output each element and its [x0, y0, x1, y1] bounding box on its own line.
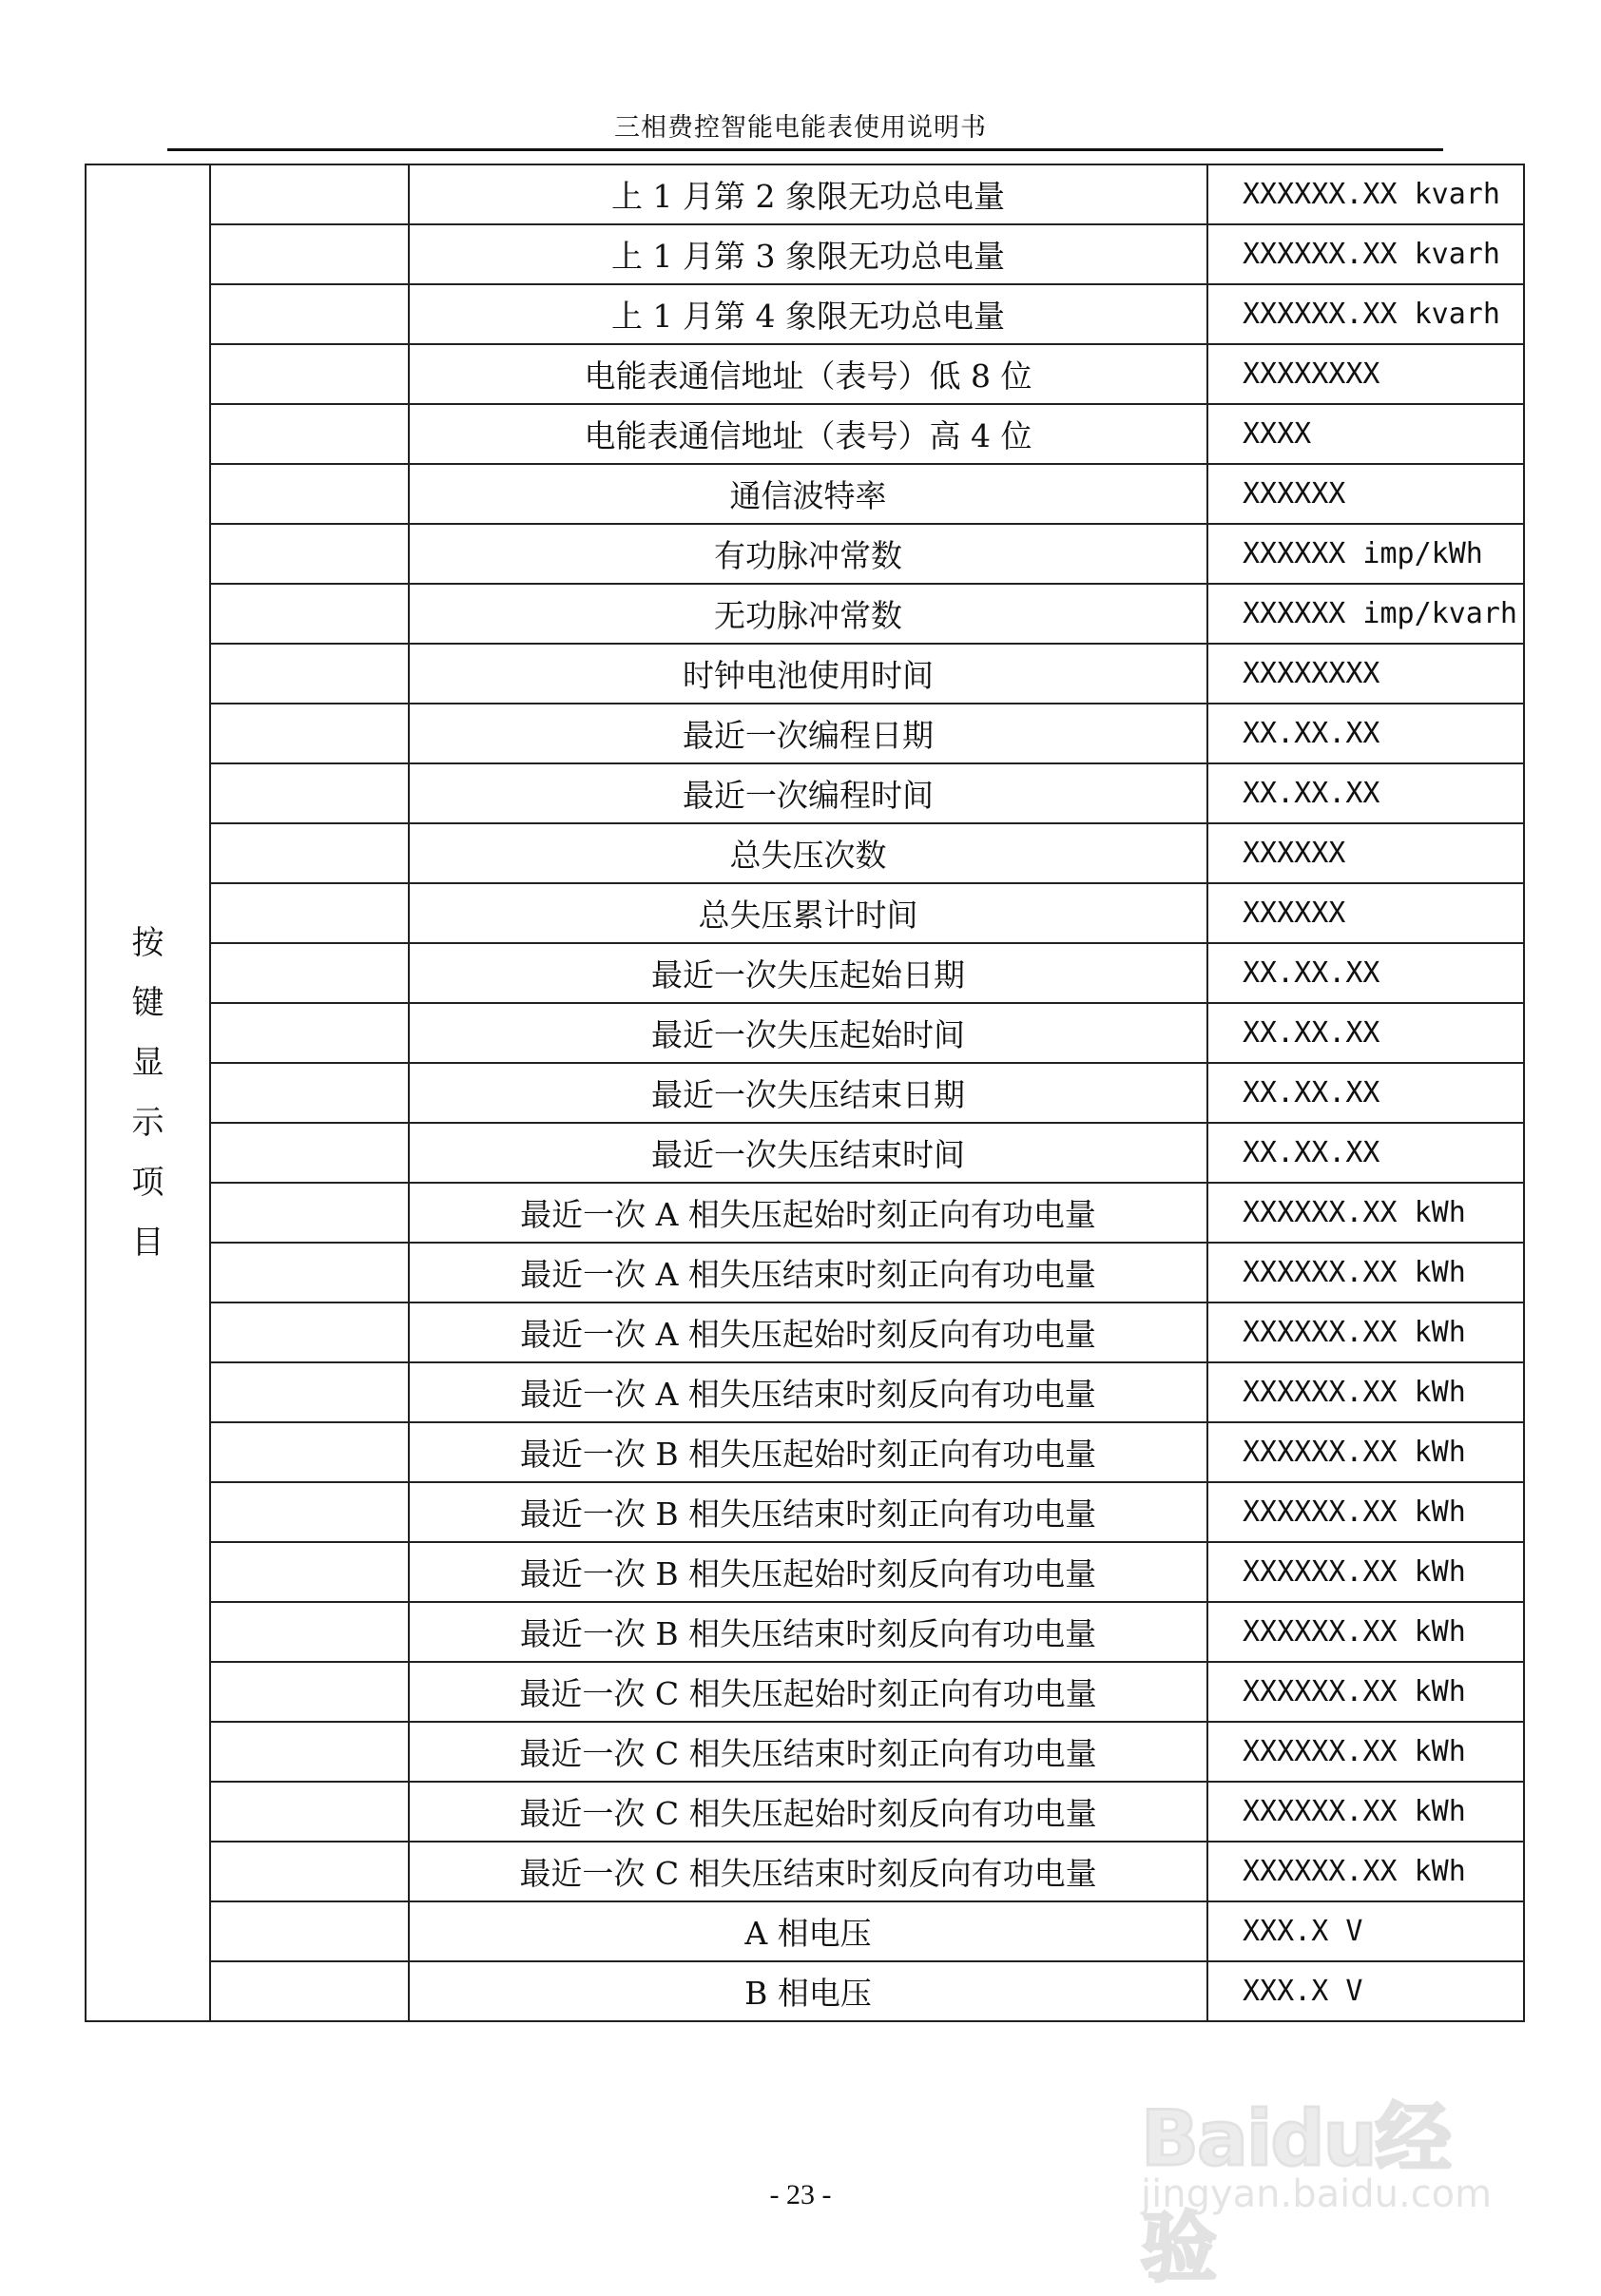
item-name-cell: 上 1 月第 4 象限无功总电量: [409, 284, 1207, 344]
item-name-cell: 最近一次 A 相失压结束时刻正向有功电量: [409, 1243, 1207, 1302]
table-row: [86, 524, 1524, 584]
item-name-cell: 最近一次失压结束时间: [409, 1123, 1207, 1183]
table-row: [86, 823, 1524, 883]
item-name-cell: 最近一次 A 相失压起始时刻反向有功电量: [409, 1302, 1207, 1362]
blank-cell: [210, 1243, 409, 1302]
item-format-cell: XX.XX.XX: [1207, 1123, 1524, 1183]
item-name-cell: 最近一次 C 相失压结束时刻反向有功电量: [409, 1842, 1207, 1901]
blank-cell: [210, 1183, 409, 1243]
item-name-cell: 时钟电池使用时间: [409, 644, 1207, 704]
item-format-cell: XXXXXX.XX kWh: [1207, 1422, 1524, 1482]
item-format-cell: XXXXXX.XX kWh: [1207, 1842, 1524, 1901]
table-row: [86, 404, 1524, 464]
item-name-cell: 有功脉冲常数: [409, 524, 1207, 584]
table-row: [86, 1722, 1524, 1782]
item-format-cell: XXXXXX.XX kWh: [1207, 1542, 1524, 1602]
display-items-table: [85, 164, 1525, 2022]
blank-cell: [210, 644, 409, 704]
item-name-cell: 最近一次 B 相失压起始时刻正向有功电量: [409, 1422, 1207, 1482]
blank-cell: [210, 1302, 409, 1362]
item-name-cell: 最近一次失压起始时间: [409, 1003, 1207, 1063]
table-row: [86, 344, 1524, 404]
blank-cell: [210, 943, 409, 1003]
category-char: 键: [131, 983, 164, 1022]
item-format-cell: XXXX: [1207, 404, 1524, 464]
item-name-cell: 上 1 月第 2 象限无功总电量: [409, 164, 1207, 224]
item-name-cell: 总失压次数: [409, 823, 1207, 883]
blank-cell: [210, 1842, 409, 1901]
table-body: [86, 164, 1524, 2021]
item-name-cell: 最近一次 A 相失压起始时刻正向有功电量: [409, 1183, 1207, 1243]
table-row: [86, 1482, 1524, 1542]
item-name-cell: 最近一次 A 相失压结束时刻反向有功电量: [409, 1362, 1207, 1422]
item-format-cell: XXXXXX.XX kWh: [1207, 1183, 1524, 1243]
item-name-cell: 最近一次 C 相失压结束时刻正向有功电量: [409, 1722, 1207, 1782]
item-name-cell: 通信波特率: [409, 464, 1207, 524]
item-name-cell: 电能表通信地址（表号）低 8 位: [409, 344, 1207, 404]
blank-cell: [210, 704, 409, 763]
blank-cell: [210, 584, 409, 644]
table-row: [86, 1422, 1524, 1482]
item-format-cell: XXXXXX.XX kWh: [1207, 1482, 1524, 1542]
item-name-cell: A 相电压: [409, 1901, 1207, 1961]
table-row: [86, 1782, 1524, 1842]
item-format-cell: XXXXXX.XX kWh: [1207, 1243, 1524, 1302]
category-char: 按: [131, 923, 164, 962]
table-row: [86, 1662, 1524, 1722]
table-row: [86, 284, 1524, 344]
item-format-cell: XX.XX.XX: [1207, 1063, 1524, 1123]
item-format-cell: XXXXXX imp/kvarh: [1207, 584, 1524, 644]
table-row: [86, 1003, 1524, 1063]
blank-cell: [210, 284, 409, 344]
table-row: [86, 164, 1524, 224]
header-divider: [167, 148, 1443, 151]
table-row: [86, 1123, 1524, 1183]
blank-cell: [210, 1003, 409, 1063]
item-name-cell: 最近一次失压起始日期: [409, 943, 1207, 1003]
blank-cell: [210, 164, 409, 224]
blank-cell: [210, 1422, 409, 1482]
table-row: [86, 1842, 1524, 1901]
item-format-cell: XXXXXX.XX kWh: [1207, 1662, 1524, 1722]
item-format-cell: XX.XX.XX: [1207, 1003, 1524, 1063]
item-name-cell: 最近一次 B 相失压起始时刻反向有功电量: [409, 1542, 1207, 1602]
blank-cell: [210, 1722, 409, 1782]
blank-cell: [210, 1782, 409, 1842]
blank-cell: [210, 1482, 409, 1542]
table-row: [86, 584, 1524, 644]
blank-cell: [210, 1123, 409, 1183]
item-format-cell: XXXXXX imp/kWh: [1207, 524, 1524, 584]
item-format-cell: XX.XX.XX: [1207, 763, 1524, 823]
table-row: [86, 1901, 1524, 1961]
item-name-cell: 最近一次 B 相失压结束时刻正向有功电量: [409, 1482, 1207, 1542]
item-name-cell: 无功脉冲常数: [409, 584, 1207, 644]
blank-cell: [210, 1901, 409, 1961]
document-header-title: 三相费控智能电能表使用说明书: [614, 113, 987, 143]
blank-cell: [210, 1961, 409, 2021]
blank-cell: [210, 1362, 409, 1422]
table-row: [86, 883, 1524, 943]
item-format-cell: XXXXXX.XX kWh: [1207, 1302, 1524, 1362]
table-row: [86, 1961, 1524, 2021]
item-name-cell: 最近一次编程日期: [409, 704, 1207, 763]
item-format-cell: XXXXXX.XX kvarh: [1207, 164, 1524, 224]
table-row: [86, 1542, 1524, 1602]
blank-cell: [210, 1542, 409, 1602]
blank-cell: [210, 763, 409, 823]
blank-cell: [210, 524, 409, 584]
blank-cell: [210, 883, 409, 943]
blank-cell: [210, 344, 409, 404]
watermark-brand: Baidu经验: [1141, 2094, 1450, 2292]
item-name-cell: 电能表通信地址（表号）高 4 位: [409, 404, 1207, 464]
item-name-cell: 上 1 月第 3 象限无功总电量: [409, 224, 1207, 284]
item-name-cell: B 相电压: [409, 1961, 1207, 2021]
blank-cell: [210, 464, 409, 524]
page-number: - 23 -: [769, 2179, 832, 2210]
item-format-cell: XX.XX.XX: [1207, 704, 1524, 763]
table-row: [86, 763, 1524, 823]
item-format-cell: XXXXXX.XX kWh: [1207, 1722, 1524, 1782]
item-format-cell: XXXXXX: [1207, 823, 1524, 883]
watermark-domain: jingyan.baidu.com: [1141, 2172, 1493, 2216]
item-format-cell: XXXXXX.XX kWh: [1207, 1782, 1524, 1842]
baidu-jingyan-watermark: [1141, 2077, 1521, 2292]
blank-cell: [210, 1662, 409, 1722]
table-row: [86, 1243, 1524, 1302]
item-format-cell: XXX.X V: [1207, 1901, 1524, 1961]
item-format-cell: XXXXXXXX: [1207, 644, 1524, 704]
item-name-cell: 最近一次编程时间: [409, 763, 1207, 823]
category-char: 目: [131, 1223, 164, 1262]
table-row: [86, 1302, 1524, 1362]
item-name-cell: 最近一次 C 相失压起始时刻正向有功电量: [409, 1662, 1207, 1722]
blank-cell: [210, 224, 409, 284]
table-row: [86, 644, 1524, 704]
table-row: [86, 224, 1524, 284]
category-cell: [86, 164, 210, 2021]
item-format-cell: XXXXXXXX: [1207, 344, 1524, 404]
item-format-cell: XX.XX.XX: [1207, 943, 1524, 1003]
table-row: [86, 464, 1524, 524]
item-format-cell: XXXXXX.XX kWh: [1207, 1362, 1524, 1422]
item-format-cell: XXXXXX: [1207, 883, 1524, 943]
item-format-cell: XXXXXX.XX kvarh: [1207, 284, 1524, 344]
table-row: [86, 1602, 1524, 1662]
table-row: [86, 1183, 1524, 1243]
item-name-cell: 最近一次失压结束日期: [409, 1063, 1207, 1123]
table-row: [86, 1362, 1524, 1422]
item-name-cell: 最近一次 C 相失压起始时刻反向有功电量: [409, 1782, 1207, 1842]
item-format-cell: XXXXXX: [1207, 464, 1524, 524]
item-format-cell: XXXXXX.XX kvarh: [1207, 224, 1524, 284]
table-row: [86, 1063, 1524, 1123]
item-name-cell: 总失压累计时间: [409, 883, 1207, 943]
item-name-cell: 最近一次 B 相失压结束时刻反向有功电量: [409, 1602, 1207, 1662]
category-char: 示: [131, 1103, 164, 1142]
blank-cell: [210, 823, 409, 883]
table-row: [86, 943, 1524, 1003]
category-char: 显: [131, 1043, 164, 1082]
item-format-cell: XXX.X V: [1207, 1961, 1524, 2021]
table-row: [86, 704, 1524, 763]
blank-cell: [210, 1602, 409, 1662]
category-char: 项: [131, 1163, 164, 1202]
blank-cell: [210, 1063, 409, 1123]
item-format-cell: XXXXXX.XX kWh: [1207, 1602, 1524, 1662]
blank-cell: [210, 404, 409, 464]
